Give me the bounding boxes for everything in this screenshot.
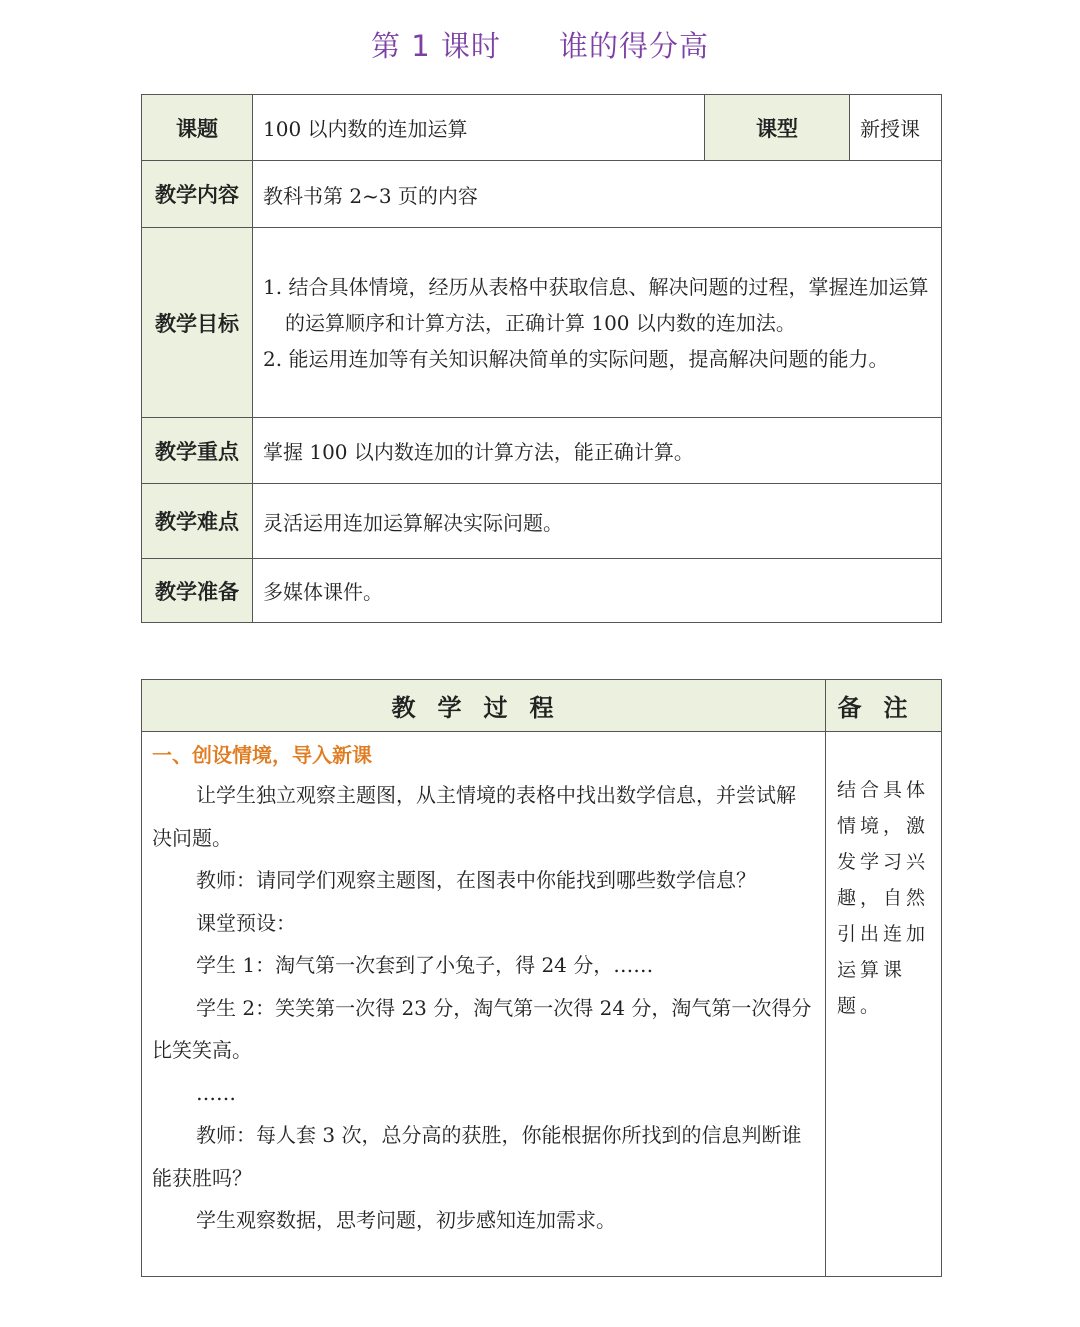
paragraph: 课堂预设： bbox=[196, 910, 296, 935]
teaching-process-table bbox=[141, 679, 942, 1277]
process-content bbox=[142, 732, 826, 1277]
goals-label: 教学目标 bbox=[142, 228, 253, 418]
row-key bbox=[142, 418, 942, 484]
key-label: 教学重点 bbox=[142, 418, 253, 484]
row-prep bbox=[142, 559, 942, 623]
notes-cell: 结合具体情境，激发学习兴趣，自然引出连加运算课题。 bbox=[826, 732, 942, 1277]
prep-label: 教学准备 bbox=[142, 559, 253, 623]
process-header-row bbox=[142, 680, 942, 732]
row-content bbox=[142, 161, 942, 228]
content-value: 教科书第 2~3 页的内容 bbox=[253, 161, 942, 228]
lesson-number: 第 1 课时 bbox=[371, 29, 501, 63]
notes-header: 备注 bbox=[826, 680, 942, 732]
process-header: 教学过程 bbox=[142, 680, 826, 732]
row-goals bbox=[142, 228, 942, 418]
paragraph: 教师：请同学们观察主题图，在图表中你能找到哪些数学信息？ bbox=[196, 868, 756, 892]
lesson-info-table bbox=[141, 94, 942, 623]
difficulty-value: 灵活运用连加运算解决实际问题。 bbox=[253, 484, 942, 559]
paragraph: …… bbox=[196, 1080, 236, 1105]
type-label: 课型 bbox=[705, 95, 850, 161]
process-body-row bbox=[142, 732, 942, 1277]
topic-label: 课题 bbox=[142, 95, 253, 161]
type-value: 新授课 bbox=[850, 95, 942, 161]
row-topic bbox=[142, 95, 942, 161]
topic-value: 100 以内数的连加运算 bbox=[253, 95, 705, 161]
page-title bbox=[0, 24, 1080, 65]
paragraph: 学生观察数据，思考问题，初步感知连加需求。 bbox=[196, 1208, 616, 1232]
paragraph: 教师：每人套 3 次，总分高的获胜，你能根据你所找到的信息判断谁能获胜吗？ bbox=[152, 1123, 802, 1190]
goal-item: 1. 结合具体情境，经历从表格中获取信息、解决问题的过程，掌握连加运算的运算顺序和计算方法，正确计算 100 以内数的连加法。 bbox=[263, 274, 929, 335]
key-value: 掌握 100 以内数连加的计算方法，能正确计算。 bbox=[253, 418, 942, 484]
row-difficulty bbox=[142, 484, 942, 559]
difficulty-label: 教学难点 bbox=[142, 484, 253, 559]
content-label: 教学内容 bbox=[142, 161, 253, 228]
section-title: 一、创设情境，导入新课 bbox=[152, 743, 372, 767]
paragraph: 学生 2：笑笑第一次得 23 分，淘气第一次得 24 分，淘气第一次得分比笑笑高。 bbox=[152, 995, 812, 1062]
paragraph: 让学生独立观察主题图，从主情境的表格中找出数学信息，并尝试解决问题。 bbox=[152, 783, 796, 850]
goals-cell bbox=[253, 228, 942, 418]
goal-item: 2. 能运用连加等有关知识解决简单的实际问题，提高解决问题的能力。 bbox=[263, 346, 889, 371]
paragraph: 学生 1：淘气第一次套到了小兔子，得 24 分，…… bbox=[196, 953, 654, 977]
lesson-topic: 谁的得分高 bbox=[558, 29, 709, 63]
prep-value: 多媒体课件。 bbox=[253, 559, 942, 623]
